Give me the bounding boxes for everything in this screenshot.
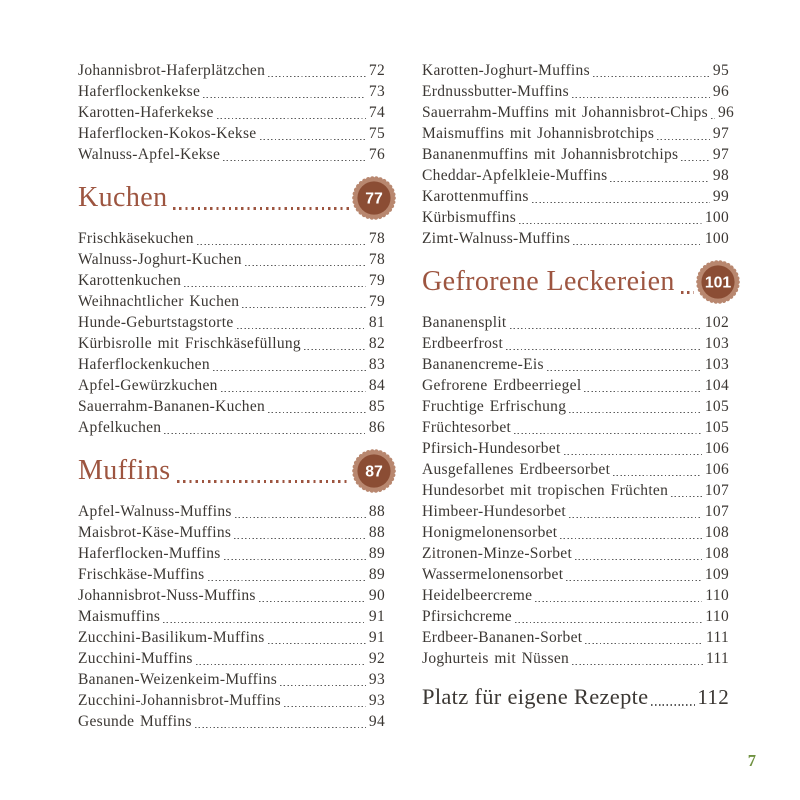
toc-entry	[78, 522, 385, 543]
toc-entry	[78, 291, 385, 312]
toc-entry-page: 74	[368, 104, 385, 121]
dot-leader	[519, 223, 702, 225]
toc-entry-page: 106	[704, 461, 729, 478]
toc-left-sections	[78, 173, 385, 732]
scalloped-seal-icon	[351, 448, 397, 494]
toc-entry-title: Maismuffins	[78, 608, 161, 625]
dot-leader	[259, 601, 366, 603]
toc-entry-list	[78, 501, 385, 732]
toc-entry-title: Wassermelonensorbet	[422, 566, 564, 583]
section-title: Gefrorene Leckereien	[422, 266, 675, 297]
toc-entry-title: Fruchtige Erfrischung	[422, 398, 567, 415]
toc-entry	[78, 312, 385, 333]
toc-entry-title: Maisbrot-Käse-Muffins	[78, 524, 232, 541]
toc-section	[422, 257, 732, 669]
toc-entry	[422, 375, 729, 396]
folio-page-number: 7	[747, 751, 756, 770]
toc-entry	[78, 102, 385, 123]
toc-entry	[422, 480, 729, 501]
toc-entry	[78, 249, 385, 270]
own-recipes-page: 112	[697, 685, 729, 709]
toc-entry-title: Zucchini-Basilikum-Muffins	[78, 629, 265, 646]
toc-entry-list	[78, 60, 385, 165]
toc-entry-page: 111	[706, 629, 729, 646]
toc-entry-title: Kürbismuffins	[422, 209, 517, 226]
toc-entry-title: Haferflockenkekse	[78, 83, 201, 100]
heading-dot-leader	[173, 207, 350, 210]
toc-entry-page: 99	[712, 188, 729, 205]
toc-right-sections	[422, 257, 732, 669]
toc-entry	[78, 354, 385, 375]
toc-entry	[422, 144, 729, 165]
dot-leader	[260, 139, 366, 141]
toc-entry-title: Pfirsich-Hundesorbet	[422, 440, 561, 457]
section-heading	[422, 257, 732, 307]
toc-entry	[78, 60, 385, 81]
toc-entry	[422, 81, 729, 102]
toc-entry-page: 111	[706, 650, 729, 667]
toc-entry-page: 95	[712, 62, 729, 79]
dot-leader	[163, 622, 366, 624]
dot-leader	[657, 139, 710, 141]
toc-entry-title: Walnuss-Joghurt-Kuchen	[78, 251, 242, 268]
dot-leader	[566, 580, 702, 582]
toc-entry	[78, 123, 385, 144]
toc-entry-page: 79	[368, 272, 385, 289]
dot-leader	[223, 160, 366, 162]
toc-entry-page: 102	[704, 314, 729, 331]
dot-leader	[506, 349, 702, 351]
toc-entry-page: 93	[368, 671, 385, 688]
toc-entry	[78, 627, 385, 648]
toc-entry-page: 103	[704, 356, 729, 373]
toc-entry	[422, 354, 729, 375]
dot-leader	[515, 622, 702, 624]
toc-entry-title: Haferflocken-Kokos-Kekse	[78, 125, 257, 142]
section-title: Muffins	[78, 455, 171, 486]
toc-entry-title: Gesunde Muffins	[78, 713, 192, 730]
toc-entry-title: Pfirsichcreme	[422, 608, 512, 625]
toc-entry-page: 78	[368, 230, 385, 247]
toc-entry-title: Honigmelonensorbet	[422, 524, 558, 541]
dot-leader	[234, 538, 366, 540]
section-page-number: 87	[365, 463, 383, 481]
toc-entry-page: 100	[704, 230, 729, 247]
toc-entry	[422, 501, 729, 522]
toc-section	[78, 446, 385, 732]
dot-leader	[208, 580, 366, 582]
dot-leader	[237, 328, 366, 330]
toc-entry-page: 98	[712, 167, 729, 184]
dot-leader	[569, 412, 702, 414]
toc-entry-title: Zucchini-Johannisbrot-Muffins	[78, 692, 281, 709]
toc-entry-title: Heidelbeercreme	[422, 587, 533, 604]
toc-entry	[78, 375, 385, 396]
toc-entry	[78, 396, 385, 417]
toc-entry-page: 89	[368, 545, 385, 562]
toc-entry-title: Sauerrahm-Bananen-Kuchen	[78, 398, 266, 415]
toc-entry-page: 97	[712, 125, 729, 142]
dot-leader	[184, 286, 366, 288]
toc-entry-page: 72	[368, 62, 385, 79]
dot-leader	[572, 664, 703, 666]
toc-left-column	[78, 60, 385, 732]
toc-entry-title: Bananencreme-Eis	[422, 356, 544, 373]
dot-leader	[584, 391, 701, 393]
toc-entry	[422, 564, 729, 585]
toc-entry	[422, 228, 729, 249]
toc-entry-title: Bananensplit	[422, 314, 507, 331]
toc-entry-title: Apfel-Walnuss-Muffins	[78, 503, 232, 520]
toc-entry-page: 106	[704, 440, 729, 457]
toc-entry	[422, 102, 735, 123]
dot-leader	[532, 202, 710, 204]
toc-entry	[422, 165, 729, 186]
dot-leader	[560, 538, 701, 540]
toc-entry	[78, 606, 385, 627]
toc-entry-title: Apfelkuchen	[78, 419, 162, 436]
dot-leader	[610, 181, 709, 183]
toc-entry-page: 94	[368, 713, 385, 730]
dot-leader	[569, 517, 702, 519]
toc-entry-title: Frischkäse-Muffins	[78, 566, 205, 583]
dot-leader	[651, 704, 695, 706]
toc-entry-title: Himbeer-Hundesorbet	[422, 503, 566, 520]
toc-entry-title: Cheddar-Apfelkleie-Muffins	[422, 167, 608, 184]
toc-entry	[422, 543, 729, 564]
section-page-badge	[351, 175, 397, 221]
toc-entry-page: 76	[368, 146, 385, 163]
dot-leader	[535, 601, 702, 603]
dot-leader	[564, 454, 702, 456]
toc-entry-title: Karotten-Joghurt-Muffins	[422, 62, 590, 79]
toc-entry-page: 82	[368, 335, 385, 352]
toc-entry-page: 86	[368, 419, 385, 436]
toc-entry	[78, 564, 385, 585]
toc-entry	[422, 186, 729, 207]
dot-leader	[280, 685, 366, 687]
dot-leader	[514, 433, 702, 435]
toc-entry-title: Früchtesorbet	[422, 419, 512, 436]
toc-entry-page: 97	[712, 146, 729, 163]
toc-entry-title: Gefrorene Erdbeerriegel	[422, 377, 582, 394]
dot-leader	[572, 97, 710, 99]
dot-leader	[284, 706, 366, 708]
section-page-number: 101	[704, 274, 732, 292]
toc-section	[78, 173, 385, 438]
toc-entry-title: Erdbeer-Bananen-Sorbet	[422, 629, 583, 646]
toc-entry-page: 85	[368, 398, 385, 415]
dot-leader	[221, 391, 366, 393]
dot-leader	[242, 307, 366, 309]
toc-entry-page: 88	[368, 503, 385, 520]
dot-leader	[217, 118, 366, 120]
toc-entry-title: Joghurteis mit Nüssen	[422, 650, 570, 667]
dot-leader	[593, 76, 710, 78]
toc-entry	[78, 543, 385, 564]
toc-entry-page: 110	[705, 587, 729, 604]
own-recipes-line	[422, 682, 729, 712]
toc-entry	[422, 123, 729, 144]
heading-dot-leader	[177, 480, 350, 483]
toc-entry-title: Johannisbrot-Haferplätzchen	[78, 62, 266, 79]
dot-leader	[235, 517, 366, 519]
toc-entry-page: 108	[704, 524, 729, 541]
toc-entry-page: 107	[704, 503, 729, 520]
toc-entry-title: Erdnussbutter-Muffins	[422, 83, 569, 100]
toc-entry-page: 90	[368, 587, 385, 604]
toc-entry	[78, 648, 385, 669]
dot-leader	[573, 244, 702, 246]
scalloped-seal-icon	[351, 175, 397, 221]
toc-entry-page: 109	[704, 566, 729, 583]
toc-entry-title: Sauerrahm-Muffins mit Johannisbrot-Chips	[422, 104, 708, 121]
toc-entry-title: Bananen-Weizenkeim-Muffins	[78, 671, 278, 688]
toc-entry-title: Hundesorbet mit tropischen Früchten	[422, 482, 669, 499]
toc-entry	[422, 417, 729, 438]
toc-entry	[78, 144, 385, 165]
toc-entry	[78, 585, 385, 606]
toc-entry-page: 88	[368, 524, 385, 541]
dot-leader	[196, 664, 366, 666]
dot-leader	[195, 727, 366, 729]
toc-entry	[78, 228, 385, 249]
toc-entry-page: 73	[368, 83, 385, 100]
toc-entry	[422, 627, 729, 648]
dot-leader	[575, 559, 702, 561]
dot-leader	[681, 160, 710, 162]
toc-entry-title: Zitronen-Minze-Sorbet	[422, 545, 573, 562]
toc-entry-page: 79	[368, 293, 385, 310]
toc-entry-title: Karottenkuchen	[78, 272, 182, 289]
toc-entry-page: 91	[368, 629, 385, 646]
dot-leader	[613, 475, 702, 477]
toc-entry	[78, 417, 385, 438]
toc-entry	[422, 585, 729, 606]
toc-entry	[422, 333, 729, 354]
dot-leader	[224, 559, 366, 561]
dot-leader	[268, 76, 366, 78]
section-title: Kuchen	[78, 182, 168, 213]
section-page-number: 77	[365, 190, 383, 208]
toc-entry	[78, 690, 385, 711]
section-page-badge	[695, 259, 741, 305]
toc-entry	[422, 522, 729, 543]
toc-entry-title: Zimt-Walnuss-Muffins	[422, 230, 571, 247]
toc-entry-page: 81	[368, 314, 385, 331]
toc-entry-title: Walnuss-Apfel-Kekse	[78, 146, 221, 163]
scalloped-seal-icon	[695, 259, 741, 305]
dot-leader	[304, 349, 366, 351]
dot-leader	[164, 433, 366, 435]
toc-entry	[422, 312, 729, 333]
toc-entry-title: Apfel-Gewürzkuchen	[78, 377, 218, 394]
dot-leader	[671, 496, 702, 498]
toc-entry	[422, 60, 729, 81]
toc-entry-title: Weihnachtlicher Kuchen	[78, 293, 240, 310]
dot-leader	[585, 643, 703, 645]
toc-entry-page: 96	[717, 104, 735, 121]
toc-entry-title: Bananenmuffins mit Johannisbrotchips	[422, 146, 679, 163]
dot-leader	[268, 643, 366, 645]
toc-entry	[78, 81, 385, 102]
section-heading	[78, 173, 385, 223]
toc-entry-title: Karottenmuffins	[422, 188, 529, 205]
heading-dot-leader	[681, 291, 694, 294]
section-heading	[78, 446, 385, 496]
toc-entry	[422, 438, 729, 459]
toc-entry-page: 100	[704, 209, 729, 226]
toc-entry-page: 84	[368, 377, 385, 394]
toc-entry-title: Erdbeerfrost	[422, 335, 504, 352]
toc-entry-page: 105	[704, 398, 729, 415]
toc-entry-list	[422, 312, 729, 669]
toc-entry	[78, 270, 385, 291]
toc-entry-page: 78	[368, 251, 385, 268]
dot-leader	[711, 118, 715, 120]
toc-entry-page: 104	[704, 377, 729, 394]
toc-entry-page: 105	[704, 419, 729, 436]
own-recipes-title: Platz für eigene Rezepte	[422, 684, 649, 709]
toc-entry	[422, 648, 729, 669]
toc-entry-page: 75	[368, 125, 385, 142]
toc-entry-page: 93	[368, 692, 385, 709]
toc-entry-page: 92	[368, 650, 385, 667]
toc-entry-title: Kürbisrolle mit Frischkäsefüllung	[78, 335, 301, 352]
section-page-badge	[351, 448, 397, 494]
toc-entry	[78, 669, 385, 690]
dot-leader	[197, 244, 366, 246]
toc-entry-title: Maismuffins mit Johannisbrotchips	[422, 125, 655, 142]
toc-entry-page: 96	[712, 83, 729, 100]
toc-entry-title: Zucchini-Muffins	[78, 650, 193, 667]
toc-entry-list	[78, 228, 385, 438]
toc-entry-page: 108	[704, 545, 729, 562]
toc-entry	[422, 459, 729, 480]
dot-leader	[268, 412, 366, 414]
toc-entry-page: 83	[368, 356, 385, 373]
dot-leader	[245, 265, 366, 267]
toc-entry	[78, 711, 385, 732]
toc-entry-title: Haferflockenkuchen	[78, 356, 210, 373]
toc-entry-title: Karotten-Haferkekse	[78, 104, 214, 121]
toc-entry-title: Johannisbrot-Nuss-Muffins	[78, 587, 256, 604]
toc-entry-list	[422, 60, 735, 249]
toc-entry-page: 103	[704, 335, 729, 352]
toc-entry	[422, 396, 729, 417]
dot-leader	[547, 370, 702, 372]
toc-entry-title: Frischkäsekuchen	[78, 230, 194, 247]
toc-entry	[422, 606, 729, 627]
toc-right-column	[422, 60, 735, 712]
toc-entry-page: 110	[705, 608, 729, 625]
toc-entry-title: Haferflocken-Muffins	[78, 545, 221, 562]
toc-entry	[422, 207, 729, 228]
toc-entry-page: 91	[368, 608, 385, 625]
dot-leader	[203, 97, 366, 99]
toc-entry	[78, 501, 385, 522]
toc-entry-page: 107	[704, 482, 729, 499]
dot-leader	[510, 328, 702, 330]
toc-entry	[78, 333, 385, 354]
toc-entry-title: Hunde-Geburtstagstorte	[78, 314, 234, 331]
toc-entry-title: Ausgefallenes Erdbeersorbet	[422, 461, 611, 478]
dot-leader	[213, 370, 366, 372]
toc-entry-page: 89	[368, 566, 385, 583]
